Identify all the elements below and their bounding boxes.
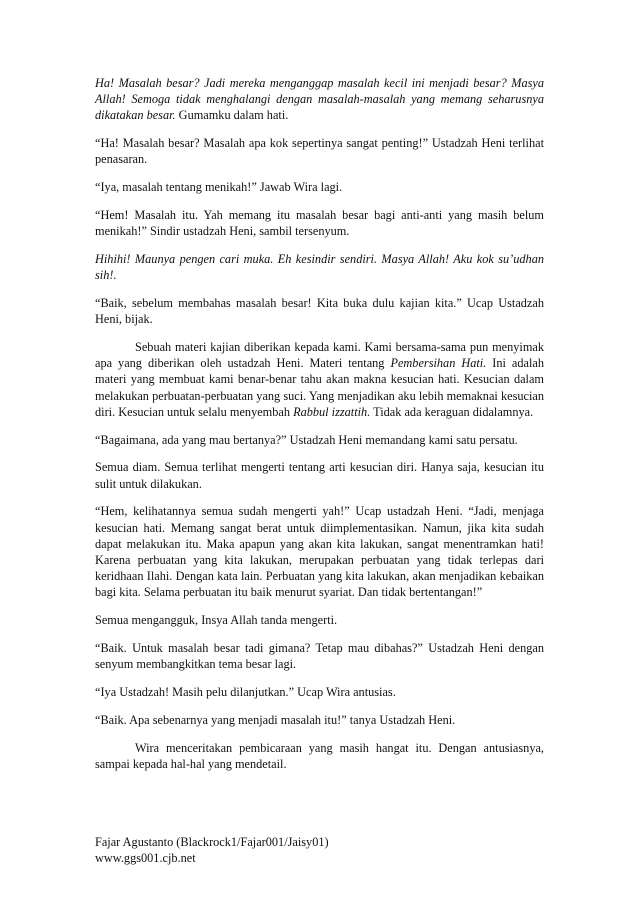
footer-website: www.ggs001.cjb.net: [95, 851, 196, 866]
paragraph: [95, 432, 544, 448]
paragraph: [95, 179, 544, 195]
text-run: “Iya Ustadzah! Masih pelu dilanjutkan.” Ucap Wira antusias.: [95, 685, 396, 700]
paragraph: [95, 740, 544, 772]
text-run: “Baik, sebelum membahas masalah besar! Kita buka dulu kajian kita.” Ucap Ustadzah Heni, bijak.: [95, 296, 544, 327]
paragraph: [95, 503, 544, 600]
italic-text-run: Pembersihan Hati.: [390, 356, 487, 371]
text-run: “Iya, masalah tentang menikah!” Jawab Wira lagi.: [95, 180, 343, 195]
text-run: “Hem, kelihatannya semua sudah mengerti yah!” Ucap ustadzah Heni. “Jadi, menjaga kesucian hati. Memang sangat berat untuk diimplementasikan. Namun, jika kita sudah dapat melakukan itu. Maka apapun yang akan kita lakukan, sangat menentramkan hati! Karena perbuatan yang kita lakukan, merupakan perbuatan yang tidak terlepas dari keridhaan Ilahi. Dengan kata lain. Perbuatan yang kita lakukan, akan menjadikan kebaikan bagi kita. Selama perbuatan itu baik menurut syariat. Dan tidak bertentangan!”: [95, 504, 544, 600]
paragraph: [95, 612, 544, 628]
paragraph: [95, 75, 544, 124]
text-run: Tidak ada keraguan didalamnya.: [370, 404, 534, 419]
text-run: “Baik. Untuk masalah besar tadi gimana? Tetap mau dibahas?” Ustadzah Heni dengan senyum membangkitkan tema besar lagi.: [95, 641, 544, 672]
footer-author: Fajar Agustanto (Blackrock1/Fajar001/Jaisy01): [95, 835, 329, 849]
italic-text-run: Rabbul izzattih.: [293, 404, 371, 419]
paragraph: [95, 251, 544, 283]
paragraph: [95, 459, 544, 491]
text-run: Gumamku dalam hati.: [175, 108, 289, 123]
paragraph: [95, 295, 544, 327]
text-run: “Baik. Apa sebenarnya yang menjadi masalah itu!” tanya Ustadzah Heni.: [95, 712, 456, 727]
document-body: [95, 75, 544, 784]
text-run: Ini adalah materi yang membuat kami benar-benar tahu akan makna kesucian hati. Kesucian dalam melakukan perbuatan-perbuatan yang suci. Yang menjadikan aku lebih memaknai kesucian diri. Kesucian untuk selalu menyembah: [95, 356, 544, 419]
italic-text-run: Ha! Masalah besar? Jadi mereka menganggap masalah kecil ini menjadi besar? Masya Allah! Semoga tidak menghalangi dengan masalah-masalah yang memang seharusnya dikatakan besar.: [95, 76, 544, 123]
text-run: “Ha! Masalah besar? Masalah apa kok sepertinya sangat penting!” Ustadzah Heni terlihat penasaran.: [95, 136, 544, 167]
paragraph: [95, 339, 544, 420]
paragraph: [95, 640, 544, 672]
text-run: Semua mengangguk, Insya Allah tanda mengerti.: [95, 613, 338, 628]
page-footer: [95, 834, 544, 866]
text-run: “Hem! Masalah itu. Yah memang itu masalah besar bagi anti-anti yang masih belum menikah!” Sindir ustadzah Heni, sambil tersenyum.: [95, 208, 544, 239]
paragraph: [95, 684, 544, 700]
text-run: Semua diam. Semua terlihat mengerti tentang arti kesucian diri. Hanya saja, kesucian itu sulit untuk dilakukan.: [95, 460, 544, 491]
paragraph: [95, 207, 544, 239]
paragraph: [95, 712, 544, 728]
text-run: “Bagaimana, ada yang mau bertanya?” Ustadzah Heni memandang kami satu persatu.: [95, 432, 518, 447]
text-run: Wira menceritakan pembicaraan yang masih hangat itu. Dengan antusiasnya, sampai kepada hal-hal yang mendetail.: [95, 740, 544, 771]
paragraph: [95, 135, 544, 167]
text-run: Sebuah materi kajian diberikan kepada kami. Kami bersama-sama pun menyimak apa yang diberikan oleh ustadzah Heni. Materi tentang: [95, 340, 544, 371]
italic-text-run: Hihihi! Maunya pengen cari muka. Eh kesindir sendiri. Masya Allah! Aku kok su’udhan sih!.: [95, 252, 544, 283]
